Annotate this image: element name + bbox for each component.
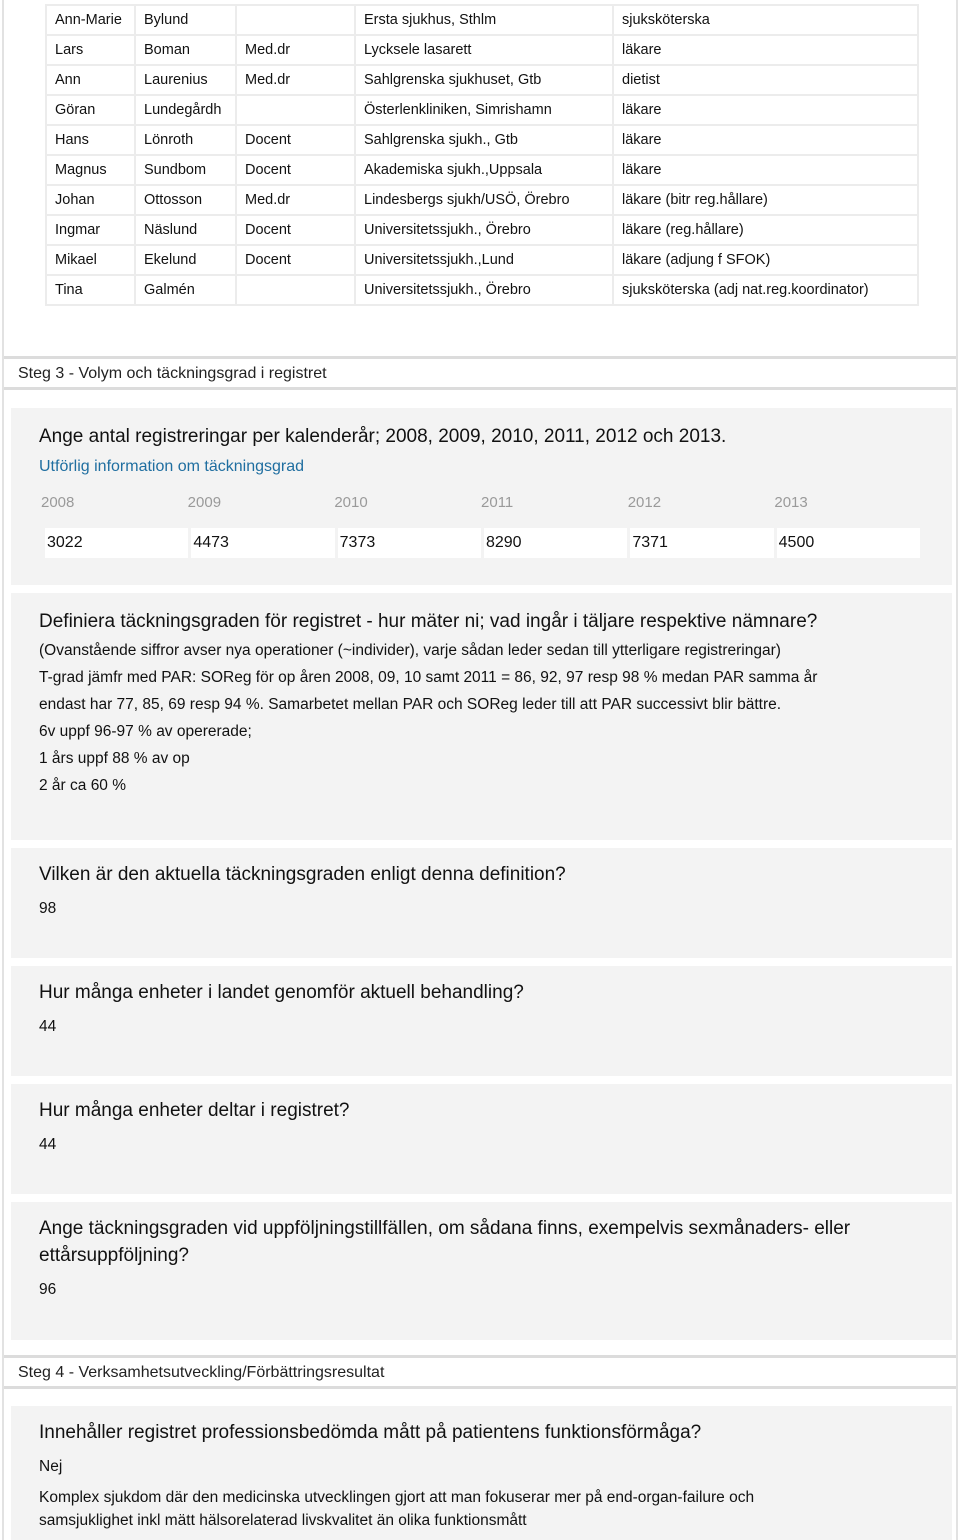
hospital-cell: Lycksele lasarett — [355, 35, 613, 65]
volume-panel — [11, 408, 952, 585]
last-name-cell: Lundegårdh — [135, 95, 236, 125]
year-values — [45, 528, 923, 558]
hospital-cell: Universitetssjukh.,Lund — [355, 245, 613, 275]
definition-line: 2 år ca 60 % — [39, 777, 127, 794]
title-cell: Docent — [236, 245, 355, 275]
staff-table — [45, 4, 919, 306]
units-treatment-answer: 44 — [39, 1018, 57, 1035]
role-cell: läkare — [613, 125, 918, 155]
role-cell: läkare (reg.hållare) — [613, 215, 918, 245]
step4-header[interactable] — [4, 1355, 956, 1389]
prom-comment-line: Komplex sjukdom där den medicinska utvecklingen gjort att man fokuserar mer på end-organ-failure och — [39, 1489, 755, 1506]
current-coverage-question: Vilken är den aktuella täckningsgraden enligt denna definition? — [39, 864, 566, 885]
definition-line: (Ovanstående siffror avser nya operationer (~individer), varje sådan leder sedan till ytterligare registreringar) — [39, 642, 781, 659]
role-cell: läkare — [613, 35, 918, 65]
staff-row — [46, 65, 918, 95]
current-coverage-panel — [11, 848, 952, 958]
first-name-cell: Magnus — [46, 155, 135, 185]
last-name-cell: Näslund — [135, 215, 236, 245]
hospital-cell: Sahlgrenska sjukhuset, Gtb — [355, 65, 613, 95]
hospital-cell: Ersta sjukhus, Sthlm — [355, 5, 613, 35]
role-cell: dietist — [613, 65, 918, 95]
role-cell: läkare (bitr reg.hållare) — [613, 185, 918, 215]
followup-question-line1: Ange täckningsgraden vid uppföljningstillfällen, om sådana finns, exempelvis sexmånaders- eller — [39, 1218, 851, 1239]
year-2010: 2010 — [334, 494, 368, 511]
definition-line: 1 års uppf 88 % av op — [39, 750, 190, 767]
title-cell: Med.dr — [236, 35, 355, 65]
title-cell — [236, 5, 355, 35]
definition-question: Definiera täckningsgraden för registret - hur mäter ni; vad ingår i täljare respektive nämnare? — [39, 611, 818, 632]
value-2009: 4473 — [191, 528, 334, 558]
units-registry-panel — [11, 1084, 952, 1194]
first-name-cell: Ann — [46, 65, 135, 95]
units-treatment-panel — [11, 966, 952, 1076]
staff-row — [46, 5, 918, 35]
prom-answer: Nej — [39, 1458, 63, 1475]
definition-line: endast har 77, 85, 69 resp 94 %. Samarbetet mellan PAR och SOReg leder till att PAR successivt blir bättre. — [39, 696, 782, 713]
followup-question-line2: ettårsuppföljning? — [39, 1245, 189, 1266]
hospital-cell: Universitetssjukh., Örebro — [355, 275, 613, 305]
hospital-cell: Lindesbergs sjukh/USÖ, Örebro — [355, 185, 613, 215]
title-cell: Med.dr — [236, 65, 355, 95]
first-name-cell: Tina — [46, 275, 135, 305]
value-2012: 7371 — [630, 528, 773, 558]
prom-question: Innehåller registret professionsbedömda mått på patientens funktionsförmåga? — [39, 1422, 702, 1443]
first-name-cell: Lars — [46, 35, 135, 65]
staff-table-body — [46, 5, 918, 305]
title-cell: Docent — [236, 215, 355, 245]
first-name-cell: Göran — [46, 95, 135, 125]
year-headers — [41, 494, 921, 511]
step4-title: Steg 4 - Verksamhetsutveckling/Förbättringsresultat — [18, 1364, 385, 1381]
title-cell: Docent — [236, 155, 355, 185]
value-2011: 8290 — [484, 528, 627, 558]
coverage-info-link[interactable]: Utförlig information om täckningsgrad — [39, 458, 305, 475]
first-name-cell: Hans — [46, 125, 135, 155]
staff-row — [46, 215, 918, 245]
year-2009: 2009 — [187, 494, 222, 511]
prom-panel — [11, 1406, 952, 1540]
first-name-cell: Ingmar — [46, 215, 135, 245]
current-coverage-answer: 98 — [39, 900, 57, 917]
staff-row — [46, 185, 918, 215]
step3-header[interactable] — [4, 356, 956, 390]
role-cell: sjuksköterska — [613, 5, 918, 35]
role-cell: läkare — [613, 95, 918, 125]
staff-row — [46, 245, 918, 275]
definition-panel — [11, 593, 952, 840]
hospital-cell: Akademiska sjukh.,Uppsala — [355, 155, 613, 185]
value-2010: 7373 — [338, 528, 481, 558]
last-name-cell: Lönroth — [135, 125, 236, 155]
value-2008: 3022 — [45, 528, 188, 558]
definition-line: 6v uppf 96-97 % av opererade; — [39, 723, 252, 740]
title-cell: Med.dr — [236, 185, 355, 215]
staff-row — [46, 125, 918, 155]
followup-answer: 96 — [39, 1281, 57, 1298]
staff-row — [46, 275, 918, 305]
last-name-cell: Galmén — [135, 275, 236, 305]
hospital-cell: Universitetssjukh., Örebro — [355, 215, 613, 245]
year-2012: 2012 — [627, 494, 662, 511]
definition-line: T-grad jämfr med PAR: SOReg för op åren 2008, 09, 10 samt 2011 = 86, 92, 97 resp 98 % medan PAR samma år — [39, 669, 818, 686]
title-cell — [236, 275, 355, 305]
year-2013: 2013 — [774, 494, 808, 511]
last-name-cell: Laurenius — [135, 65, 236, 95]
staff-row — [46, 155, 918, 185]
staff-row — [46, 95, 918, 125]
units-treatment-question: Hur många enheter i landet genomför aktuell behandling? — [39, 982, 524, 1003]
prom-comment-line: samsjuklighet inkl mätt hälsorelaterad livskvalitet än olika funktionsmått — [39, 1512, 527, 1529]
hospital-cell: Österlenkliniken, Simrishamn — [355, 95, 613, 125]
hospital-cell: Sahlgrenska sjukh., Gtb — [355, 125, 613, 155]
followup-panel — [11, 1202, 952, 1340]
role-cell: läkare — [613, 155, 918, 185]
year-2011: 2011 — [481, 494, 514, 511]
first-name-cell: Ann-Marie — [46, 5, 135, 35]
definition-answer — [39, 637, 924, 799]
units-registry-answer: 44 — [39, 1136, 57, 1153]
first-name-cell: Johan — [46, 185, 135, 215]
volume-question: Ange antal registreringar per kalenderår; 2008, 2009, 2010, 2011, 2012 och 2013. — [39, 426, 727, 447]
value-2013: 4500 — [777, 528, 920, 558]
role-cell: läkare (adjung f SFOK) — [613, 245, 918, 275]
staff-row — [46, 35, 918, 65]
year-2008: 2008 — [41, 494, 75, 511]
step3-title: Steg 3 - Volym och täckningsgrad i registret — [18, 365, 327, 382]
last-name-cell: Sundbom — [135, 155, 236, 185]
last-name-cell: Ekelund — [135, 245, 236, 275]
last-name-cell: Ottosson — [135, 185, 236, 215]
prom-comment — [39, 1486, 924, 1532]
first-name-cell: Mikael — [46, 245, 135, 275]
last-name-cell: Boman — [135, 35, 236, 65]
units-registry-question: Hur många enheter deltar i registret? — [39, 1100, 350, 1121]
title-cell — [236, 95, 355, 125]
last-name-cell: Bylund — [135, 5, 236, 35]
title-cell: Docent — [236, 125, 355, 155]
role-cell: sjuksköterska (adj nat.reg.koordinator) — [613, 275, 918, 305]
